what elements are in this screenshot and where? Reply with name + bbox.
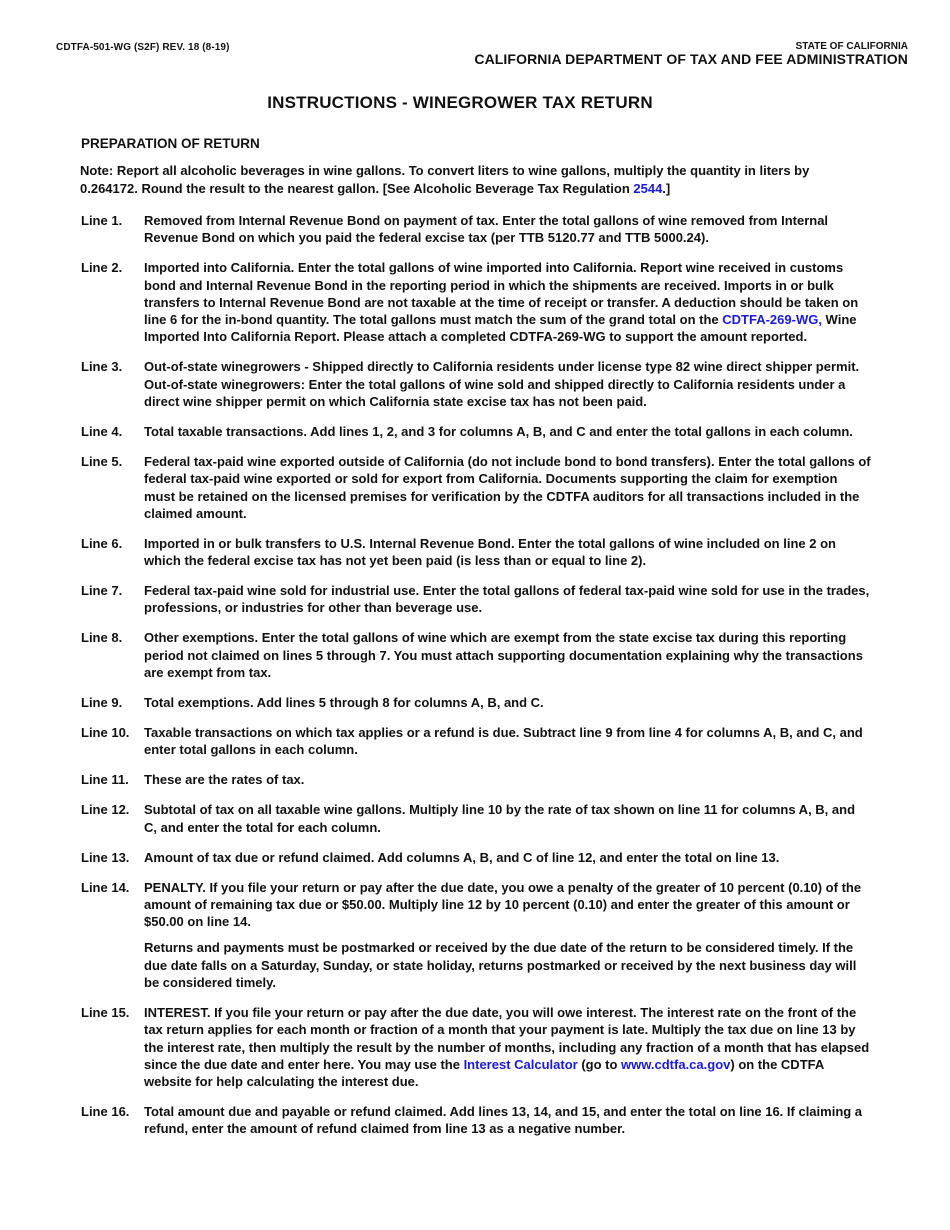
line-text: Removed from Internal Revenue Bond on payment of tax. Enter the total gallons of wine removed from Internal Revenue Bond on which you paid the federal excise tax (per TTB 5120.77 and TTB 5000.24). [144, 213, 829, 246]
line-9-instruction [81, 694, 871, 711]
line-number: Line 13. [81, 849, 130, 865]
line-text-timeliness: Returns and payments must be postmarked or received by the due date of the return to be considered timely. If the due date falls on a Saturday, Sunday, or state holiday, returns postmarked or received by the next business day will be considered timely. [144, 940, 857, 991]
line-text-mid: (go to [577, 1056, 622, 1072]
line-number: Line 4. [81, 424, 123, 440]
line-text: Federal tax-paid wine exported outside of California (do not include bond to bond transfers). Enter the total gallons of federal tax-paid wine exported or sold for export from California. Documents supporting the claim for exemption must be retained on the licensed premises for verification by the CDTFA auditors for all transactions included in the claimed amount. [144, 454, 871, 521]
line-text-pre: Imported into California. Enter the total gallons of wine imported into California. Report wine received in customs bond and Internal Revenue Bond in the reporting period in which the shipments are received. Imports in or bulk transfers to Internal Revenue Bond are not taxable at the time of receipt or transfer. A deduction should be taken on line 6 for the in-bond quantity. The total gallons must match the sum of the grand total on the [144, 260, 859, 328]
line-text: Amount of tax due or refund claimed. Add columns A, B, and C of line 12, and enter the total on line 13. [144, 849, 780, 865]
line-11-instruction [81, 771, 871, 788]
line-number: Line 10. [81, 725, 130, 741]
line-text-post: Wine Imported Into California Report. Please attach a completed CDTFA-269-WG to support the amount reported. [144, 312, 857, 345]
line-number: Line 7. [81, 583, 123, 599]
line-8-instruction [81, 629, 871, 681]
cdtfa-website-link[interactable]: www.cdtfa.ca.gov [621, 1056, 731, 1072]
line-2-instruction [81, 259, 871, 345]
line-1-instruction [81, 212, 871, 247]
line-6-instruction [81, 535, 871, 570]
line-10-instruction [81, 724, 871, 759]
line-number: Line 12. [81, 802, 130, 818]
line-number: Line 8. [81, 630, 123, 646]
cdtfa-269-wg-link[interactable]: CDTFA-269-WG, [722, 312, 822, 328]
note-suffix: .] [662, 180, 671, 196]
state-name: STATE OF CALIFORNIA [795, 41, 908, 52]
line-text: Out-of-state winegrowers - Shipped directly to California residents under license type 82 wine direct shipper permit. Out-of-state winegrowers: Enter the total gallons of wine sold and shipped directly to California residents under a direct wine shipper permit on which California state excise tax has not been paid. [144, 359, 860, 410]
line-number: Line 15. [81, 1005, 130, 1021]
page-title: INSTRUCTIONS - WINEGROWER TAX RETURN [267, 93, 653, 112]
line-text: Total amount due and payable or refund claimed. Add lines 13, 14, and 15, and enter the total on line 16. If claiming a refund, enter the amount of refund claimed from line 13 as a negative number. [144, 1104, 863, 1137]
line-4-instruction [81, 423, 871, 440]
line-16-instruction [81, 1103, 871, 1138]
line-number: Line 11. [81, 772, 129, 788]
line-5-instruction [81, 453, 871, 522]
line-text: Taxable transactions on which tax applies or a refund is due. Subtract line 9 from line 4 for columns A, B, and C, and enter total gallons in each column. [144, 725, 863, 758]
line-13-instruction [81, 849, 871, 866]
form-id: CDTFA-501-WG (S2F) REV. 18 (8-19) [56, 42, 230, 53]
regulation-2544-link[interactable]: 2544 [633, 180, 663, 196]
line-number: Line 9. [81, 695, 123, 711]
line-text: Federal tax-paid wine sold for industrial use. Enter the total gallons of federal tax-paid wine sold for use in the trades, professions, or industries for other than beverage use. [144, 583, 870, 616]
conversion-note [80, 162, 840, 197]
line-15-instruction [81, 1004, 871, 1090]
department-name: CALIFORNIA DEPARTMENT OF TAX AND FEE ADMINISTRATION [474, 51, 908, 67]
line-text: Total exemptions. Add lines 5 through 8 for columns A, B, and C. [144, 695, 544, 711]
interest-calculator-link[interactable]: Interest Calculator [463, 1056, 578, 1072]
line-number: Line 1. [81, 213, 123, 228]
line-text-pre: INTEREST. If you file your return or pay after the due date, you will owe interest. The interest rate on the front of the tax return applies for each month or fraction of a month that your payment is late. Multiply the tax due on line 13 by the interest rate, then multiply the result by the number of months, including any fraction of a month that has elapsed since the due date and enter here. You may use the [144, 1005, 870, 1072]
line-number: Line 2. [81, 260, 123, 276]
line-text [144, 259, 871, 345]
line-text-post: ) on the CDTFA website for help calculating the interest due. [144, 1056, 824, 1090]
line-14-instruction [81, 879, 871, 992]
line-instructions [81, 212, 871, 1150]
note-text: Note: Report all alcoholic beverages in wine gallons. To convert liters to wine gallons, multiply the quantity in liters by 0.264172. Round the result to the nearest gallon. [See Alcoholic Beverage Tax Regulation [80, 163, 810, 196]
line-text: Other exemptions. Enter the total gallons of wine which are exempt from the state excise tax during this reporting period not claimed on lines 5 through 7. You must attach supporting documentation explaining why the transactions are exempt from tax. [144, 630, 863, 681]
line-number: Line 16. [81, 1104, 130, 1120]
line-12-instruction [81, 801, 871, 836]
line-text: Subtotal of tax on all taxable wine gallons. Multiply line 10 by the rate of tax shown on line 11 for columns A, B, and C, and enter the total for each column. [144, 802, 856, 835]
section-heading: PREPARATION OF RETURN [81, 136, 260, 151]
line-text [144, 1004, 871, 1090]
line-3-instruction [81, 358, 871, 410]
line-number: Line 6. [81, 535, 123, 551]
line-text: Total taxable transactions. Add lines 1, 2, and 3 for columns A, B, and C and enter the total gallons in each column. [144, 424, 853, 440]
agency-header [474, 41, 908, 65]
line-number: Line 5. [81, 454, 123, 470]
line-text: PENALTY. If you file your return or pay after the due date, you owe a penalty of the greater of 10 percent (0.10) of the amount of remaining tax due or $50.00. Multiply line 12 by 10 percent (0.10) and enter the greater of this amount or $50.00 on line 14. [144, 879, 862, 930]
line-number: Line 14. [81, 879, 130, 895]
line-text: Imported in or bulk transfers to U.S. Internal Revenue Bond. Enter the total gallons of wine included on line 2 on which the federal excise tax has not yet been paid (is less than or equal to line 2). [144, 535, 836, 569]
line-number: Line 3. [81, 359, 123, 375]
line-text: These are the rates of tax. [144, 772, 305, 788]
line-7-instruction [81, 582, 871, 617]
